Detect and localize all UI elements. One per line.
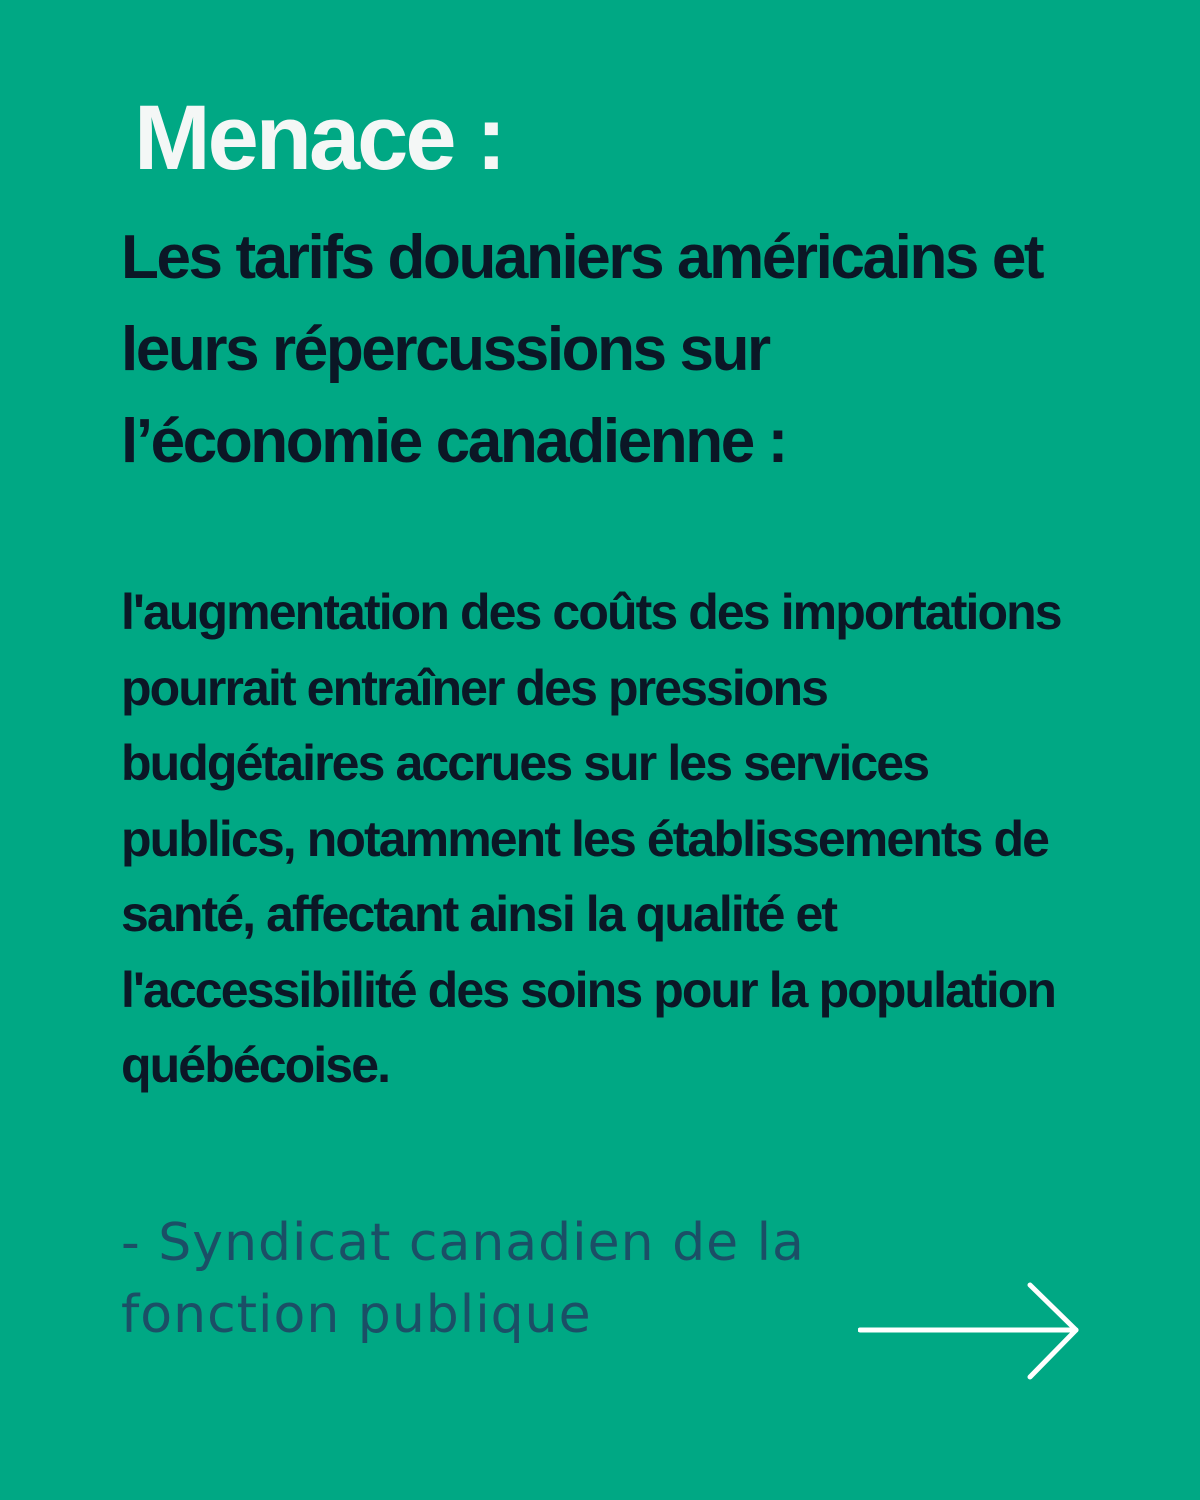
next-arrow-icon[interactable] [858,1282,1084,1382]
slide-body: l'augmentation des coûts des importations pourrait entraîner des pressions budgétaires accrues sur les services publics, notamment les établissements de santé, affectant ainsi la qualité et l'accessibilité des soins pour la population québécoise. [121,584,1061,1093]
slide-attribution: - Syndicat canadien de la fonction publique [121,1213,805,1345]
slide-title: Menace : [134,87,504,189]
slide-headline: Les tarifs douaniers américains et leurs répercussions sur l’économie canadienne : [121,223,1043,476]
